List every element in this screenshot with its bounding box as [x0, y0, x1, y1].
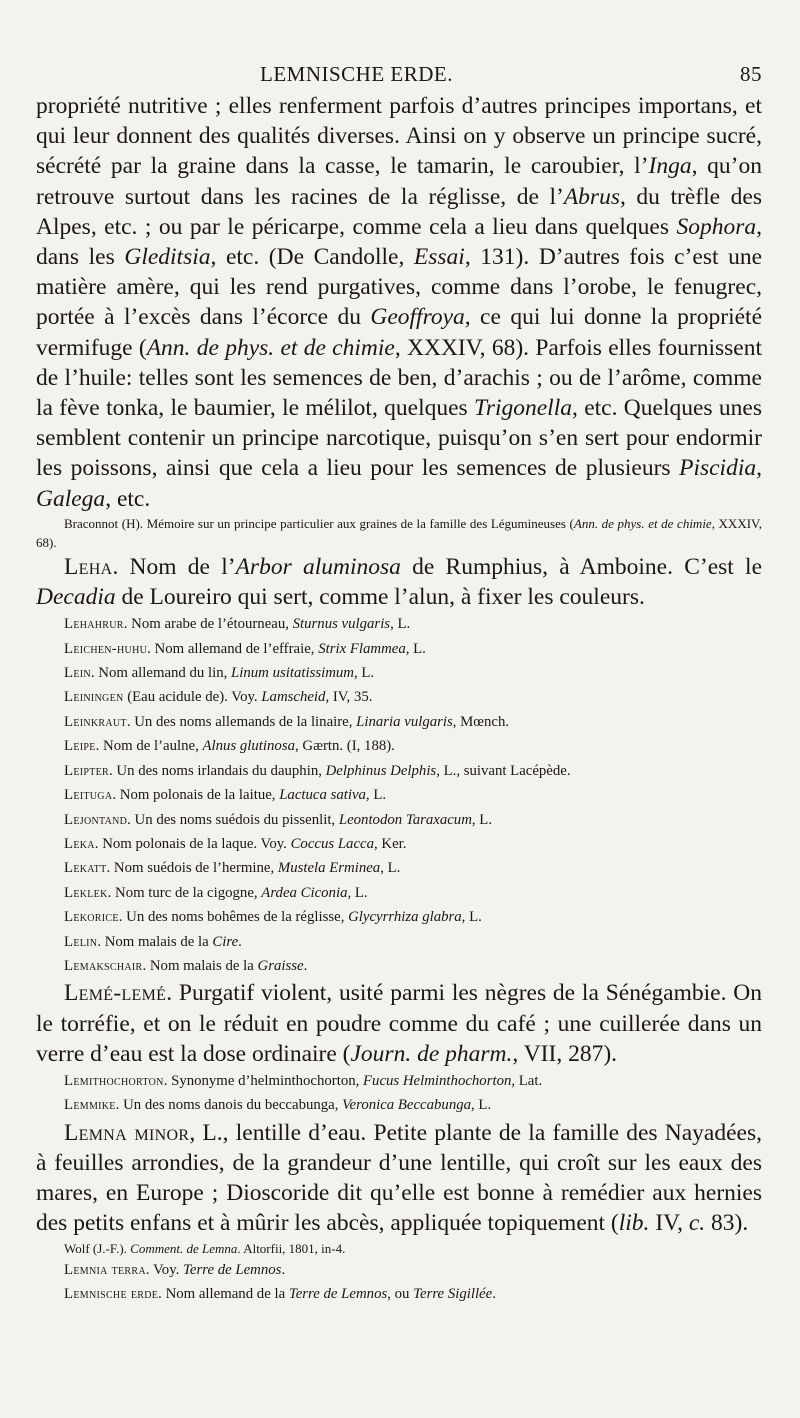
italic-text: Gleditsia [124, 244, 211, 271]
main-paragraph [36, 1118, 762, 1239]
italic-text: Ann. de phys. et de chimie [146, 334, 395, 361]
glossary-entry [36, 808, 762, 832]
text-run: , ou [387, 1285, 414, 1302]
italic-text: Terre de Lemnos [183, 1261, 282, 1278]
entry-headword: Lemé-lemé [64, 980, 167, 1007]
entry-headword: Lemmike [64, 1097, 116, 1114]
text-run: . Nom allemand du lin, [90, 665, 232, 682]
italic-text: Ann. de phys. et de chimie [573, 515, 712, 531]
text-run: , L., suivant Lacépède. [436, 762, 571, 779]
text-run: , qu’on retrouve surtout dans les racines de la réglisse, de l’ [36, 153, 762, 210]
italic-text: Geoffroya [370, 304, 465, 331]
text-run: , L. [365, 787, 387, 804]
text-run: , 131). D’autres fois c’est une matière amère, qui les rend purgatives, comme dans l’orobe, le fenugrec, portée à l’excès dans l’écorce du [36, 244, 762, 331]
text-run: , L. [471, 1097, 492, 1114]
italic-text: Mustela Erminea [277, 860, 381, 877]
entry-headword: Lemna minor [64, 1119, 190, 1146]
entry-headword: Lemithochorton [64, 1072, 164, 1089]
glossary-entry [36, 661, 762, 685]
italic-text: Sturnus vulgaris [292, 616, 391, 633]
text-run: . Nom allemand de la [158, 1285, 289, 1302]
text-run: , Mœnch. [452, 713, 510, 730]
text-run: , Gærtn. (I, 188). [295, 738, 395, 755]
italic-text: Inga [648, 153, 692, 180]
italic-text: Essai [413, 244, 465, 271]
text-body [36, 91, 762, 1306]
entry-headword: Leha [64, 553, 113, 580]
glossary-entry [36, 1069, 762, 1093]
text-run: . Synonyme d’helminthochorton, [163, 1072, 364, 1089]
entry-headword: Leipter [64, 762, 110, 779]
text-run: . [303, 957, 308, 974]
text-run: . Voy. [145, 1261, 184, 1278]
text-run: . Altorfii, 1801, in-4. [237, 1240, 346, 1256]
text-run: . Purgatif violent, usité parmi les nègres de la Sénégambie. On le torréfie, et on le réduit en poudre comme du café ; une cuillerée dans un verre d’eau est la dose ordinaire ( [36, 980, 762, 1067]
glossary-entry [36, 637, 762, 661]
entry-headword: Leipe [64, 738, 96, 755]
text-run: , L. [471, 811, 493, 828]
bibliographic-reference [36, 1239, 762, 1258]
text-run: , IV, 35. [325, 689, 373, 706]
main-paragraph [36, 552, 762, 612]
text-run: , Lat. [511, 1072, 543, 1089]
italic-text: Comment. de Lemna [130, 1240, 238, 1256]
text-run: . Nom arabe de l’étourneau, [123, 616, 293, 633]
text-run: . [492, 1285, 496, 1302]
italic-text: Piscidia [679, 455, 757, 482]
text-run: . Un des noms allemands de la linaire, [126, 713, 357, 730]
text-run: , L. [390, 616, 411, 633]
italic-text: c. [688, 1210, 706, 1237]
text-run: , XXXIV, 68). Parfois elles fournissent de l’huile: telles sont les semences de ben, d’arachis ; ou de l’arôme, comme la fève tonka, le baumier, le mélilot, quelques [36, 334, 763, 422]
entry-headword: Leiningen [64, 689, 124, 706]
italic-text: Lactuca sativa [279, 787, 366, 804]
text-run: . Nom allemand de l’effraie, [147, 640, 319, 657]
text-run: . Nom suédois de l’hermine, [106, 860, 278, 877]
main-paragraph [36, 91, 762, 514]
text-run: de Rumphius, à Amboine. C’est le [400, 553, 762, 580]
glossary-entry [36, 832, 762, 856]
italic-text: Terre Sigillée [413, 1285, 493, 1302]
glossary-entry [36, 930, 762, 954]
italic-text: Lamscheid [261, 689, 326, 706]
text-run: , etc. [105, 485, 151, 512]
text-run: Braconnot (H). Mémoire sur un principe particulier aux graines de la famille des Légumineuses ( [64, 515, 574, 531]
text-run: , L. [380, 860, 401, 877]
italic-text: Abrus [563, 183, 620, 210]
text-run: . [281, 1261, 286, 1278]
italic-text: Cire [212, 933, 239, 950]
bibliographic-reference [36, 514, 762, 552]
italic-text: Fucus Helminthochorton [363, 1072, 512, 1089]
text-run: , du trèfle des Alpes, etc. ; ou par le péricarpe, comme cela a lieu dans quelques [36, 183, 762, 240]
italic-text: Terre de Lemnos [288, 1285, 388, 1302]
entry-headword: Lemakschair [64, 957, 143, 974]
text-run: (Eau acidule de). Voy. [123, 689, 262, 706]
italic-text: Delphinus Delphis [325, 762, 437, 779]
italic-text: Journ. de pharm. [350, 1040, 513, 1067]
text-run: de Loureiro qui sert, comme l’alun, à fixer les couleurs. [115, 584, 645, 611]
text-run: . Nom polonais de la laque. Voy. [94, 835, 291, 852]
text-run: . Un des noms irlandais du dauphin, [109, 762, 326, 779]
glossary-entry [36, 1258, 762, 1282]
italic-text: Coccus Lacca [290, 835, 374, 852]
text-run: . Nom malais de la [97, 933, 213, 950]
glossary-entry [36, 685, 762, 709]
glossary-entry [36, 881, 762, 905]
text-run: , L., lentille d’eau. Petite plante de la famille des Nayadées, à feuilles arrondies, de la grandeur d’une lentille, qui croît sur les eaux des mares, en Europe ; Dioscoride dit qu’elle est bonne à remédier aux hernies des petits enfans et à mûrir les abcès, appliquée topiquement ( [36, 1119, 762, 1237]
italic-text: Alnus glutinosa [202, 738, 295, 755]
glossary-entry [36, 710, 762, 734]
italic-text: Glycyrrhiza glabra [348, 909, 462, 926]
page-number: 85 [740, 62, 762, 86]
entry-headword: Leinkraut [64, 713, 127, 730]
text-run: , L. [353, 665, 375, 682]
text-run: . Nom turc de la cigogne, [107, 884, 262, 901]
text-run: . Nom de l’aulne, [95, 738, 203, 755]
italic-text: lib. [618, 1210, 650, 1237]
glossary-entry [36, 856, 762, 880]
italic-text: Ardea Ciconia [261, 884, 348, 901]
glossary-entry [36, 734, 762, 758]
text-run: , Ker. [373, 835, 407, 852]
glossary-entry [36, 612, 762, 636]
text-run: , dans les [36, 213, 762, 271]
text-run: . Un des noms danois du beccabunga, [115, 1097, 343, 1114]
italic-text: Leontodon Taraxacum [338, 811, 472, 828]
glossary-entry [36, 759, 762, 783]
italic-text: Strix Flammea [318, 640, 406, 657]
entry-headword: Leichen-huhu [64, 640, 148, 657]
text-run: , etc. (De Candolle, [210, 244, 414, 271]
running-title: LEMNISCHE ERDE. [260, 62, 453, 86]
entry-headword: Lejontand [64, 811, 128, 828]
text-run: , VII, 287). [512, 1040, 618, 1067]
glossary-entry [36, 954, 762, 978]
text-run: , etc. Quelques unes semblent contenir un principe narcotique, puisqu’on s’en sert pour endormir les poissons, ainsi que cela a lieu pour les semences de plusieurs [36, 395, 762, 482]
entry-headword: Lehahrur [64, 616, 124, 633]
entry-headword: Lelin [64, 933, 98, 950]
running-head [36, 62, 762, 87]
glossary-entry [36, 905, 762, 929]
text-run: . Nom malais de la [142, 957, 258, 974]
text-run: . [238, 933, 242, 950]
main-paragraph [36, 978, 762, 1069]
text-run: , L. [347, 884, 368, 901]
italic-text: Linaria vulgaris [356, 713, 453, 730]
text-run: Wolf (J.-F.). [64, 1240, 131, 1256]
entry-headword: Lemnische erde [64, 1285, 159, 1302]
italic-text: Decadia [36, 584, 116, 611]
text-run: , ce qui lui donne la propriété vermifuge ( [36, 304, 762, 361]
text-run: , [756, 455, 762, 482]
entry-headword: Leklek [64, 884, 108, 901]
text-run: , L. [461, 909, 482, 926]
italic-text: Linum usitatissimum [231, 665, 354, 682]
entry-headword: Leka [64, 835, 95, 852]
text-run: . Nom polonais de la laitue, [112, 787, 280, 804]
entry-headword: Leituga [64, 787, 113, 804]
text-run: , L. [405, 640, 426, 657]
italic-text: Trigonella [474, 395, 572, 422]
text-run: . Un des noms suédois du pissenlit, [127, 811, 339, 828]
entry-headword: Lekatt [64, 860, 107, 877]
text-run: . Un des noms bohêmes de la réglisse, [118, 909, 349, 926]
italic-text: Arbor aluminosa [235, 553, 401, 580]
text-run: 83). [705, 1210, 749, 1237]
text-run: , XXXIV, 68). [36, 515, 763, 550]
glossary-entry [36, 783, 762, 807]
italic-text: Graisse [257, 957, 304, 974]
text-run: . Nom de l’ [112, 553, 236, 580]
italic-text: Galega [36, 485, 106, 512]
italic-text: Sophora [676, 213, 757, 240]
text-run: propriété nutritive ; elles renferment parfois d’autres principes importans, et qui leur donnent des qualités diverses. Ainsi on y observe un principe sucré, sécrété par la graine dans la casse, le tamarin, le caroubier, l’ [36, 93, 762, 180]
entry-headword: Lekorice [64, 909, 119, 926]
text-run: IV, [649, 1210, 689, 1237]
glossary-entry [36, 1093, 762, 1117]
entry-headword: Lein [64, 665, 91, 682]
italic-text: Veronica Beccabunga [342, 1097, 472, 1114]
entry-headword: Lemnia terra [64, 1261, 146, 1278]
glossary-entry [36, 1282, 762, 1306]
